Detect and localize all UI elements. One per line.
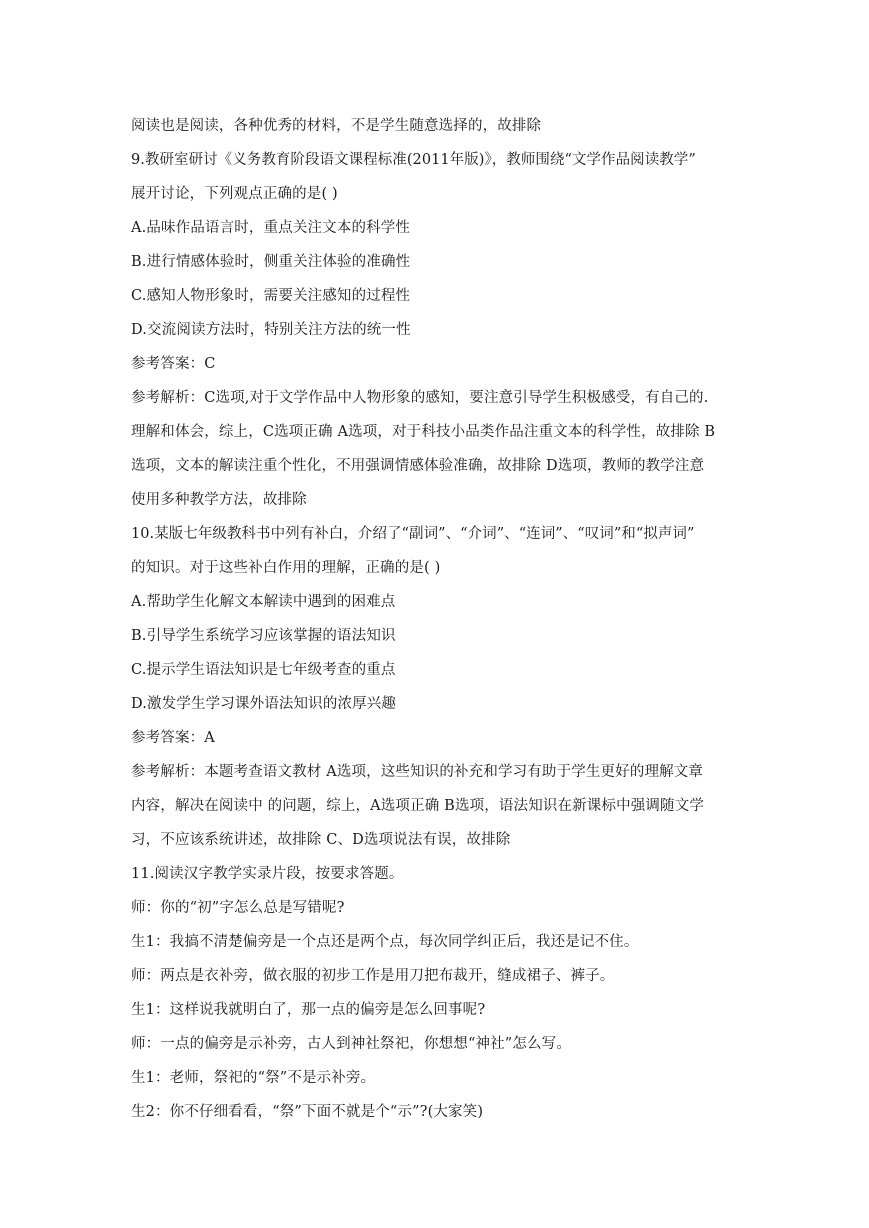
question-9-option-a: A.品味作品语言时，重点关注文本的科学性 xyxy=(131,220,411,236)
text-line: 阅读也是阅读，各种优秀的材料，不是学生随意选择的，故排除 xyxy=(131,118,542,134)
question-9-stem-cont: 展开讨论，下列观点正确的是( ) xyxy=(131,186,338,202)
question-9-stem: 9.教研室研讨《义务教育阶段语文课程标准(2011年版)》，教师围绕“文学作品阅读教学” xyxy=(131,152,696,168)
question-10-option-d: D.激发学生学习课外语法知识的浓厚兴趣 xyxy=(131,696,397,712)
question-10-option-b: B.引导学生系统学习应该掌握的语法知识 xyxy=(131,628,396,644)
document-body xyxy=(131,109,743,1129)
dialogue-line: 生1：我搞不清楚偏旁是一个点还是两个点，每次同学纠正后，我还是记不住。 xyxy=(131,934,639,950)
question-9-option-d: D.交流阅读方法时，特别关注方法的统一性 xyxy=(131,322,411,338)
question-10-answer: 参考答案：A xyxy=(131,730,215,746)
question-10-stem: 10.某版七年级教科书中列有补白，介绍了“副词”、“介词”、“连词”、“叹词”和“拟声词” xyxy=(131,526,695,542)
question-10-analysis: 内容，解决在阅读中 的问题，综上，A选项正确 B选项，语法知识在新课标中强调随文学 xyxy=(131,798,704,814)
dialogue-line: 师：两点是衣补旁，做衣服的初步工作是用刀把布裁开，缝成裙子、裤子。 xyxy=(131,968,615,984)
question-10-stem-cont: 的知识。对于这些补白作用的理解，正确的是( ) xyxy=(131,560,441,576)
question-9-analysis: 理解和体会，综上，C选项正确 A选项，对于科技小品类作品注重文本的科学性，故排除 B xyxy=(131,424,716,440)
question-10-analysis: 参考解析：本题考查语文教材 A选项，这些知识的补充和学习有助于学生更好的理解文章 xyxy=(131,764,704,780)
dialogue-line: 生2：你不仔细看看，“祭”下面不就是个“示”?(大家笑) xyxy=(131,1104,484,1120)
dialogue-line: 生1：老师，祭祀的“祭”不是示补旁。 xyxy=(131,1070,376,1086)
question-11-stem: 11.阅读汉字教学实录片段，按要求答题。 xyxy=(131,866,404,882)
dialogue-line: 生1：这样说我就明白了，那一点的偏旁是怎么回事呢? xyxy=(131,1002,486,1018)
question-9-option-b: B.进行情感体验时，侧重关注体验的准确性 xyxy=(131,254,411,270)
question-10-option-c: C.提示学生语法知识是七年级考查的重点 xyxy=(131,662,396,678)
dialogue-line: 师：你的“初”字怎么总是写错呢? xyxy=(131,900,345,916)
question-9-answer: 参考答案：C xyxy=(131,356,216,372)
question-10-option-a: A.帮助学生化解文本解读中遇到的困难点 xyxy=(131,594,396,610)
question-9-analysis: 选项，文本的解读注重个性化，不用强调情感体验准确，故排除 D选项，教师的教学注意 xyxy=(131,458,705,474)
question-9-analysis: 参考解析：C选项,对于文学作品中人物形象的感知，要注意引导学生积极感受，有自己的. xyxy=(131,390,709,406)
question-10-analysis: 习，不应该系统讲述，故排除 C、D选项说法有误，故排除 xyxy=(131,832,511,848)
question-9-option-c: C.感知人物形象时，需要关注感知的过程性 xyxy=(131,288,411,304)
question-9-analysis: 使用多种教学方法，故排除 xyxy=(131,492,307,508)
dialogue-line: 师：一点的偏旁是示补旁，古人到神社祭祀，你想想“神社”怎么写。 xyxy=(131,1036,571,1052)
